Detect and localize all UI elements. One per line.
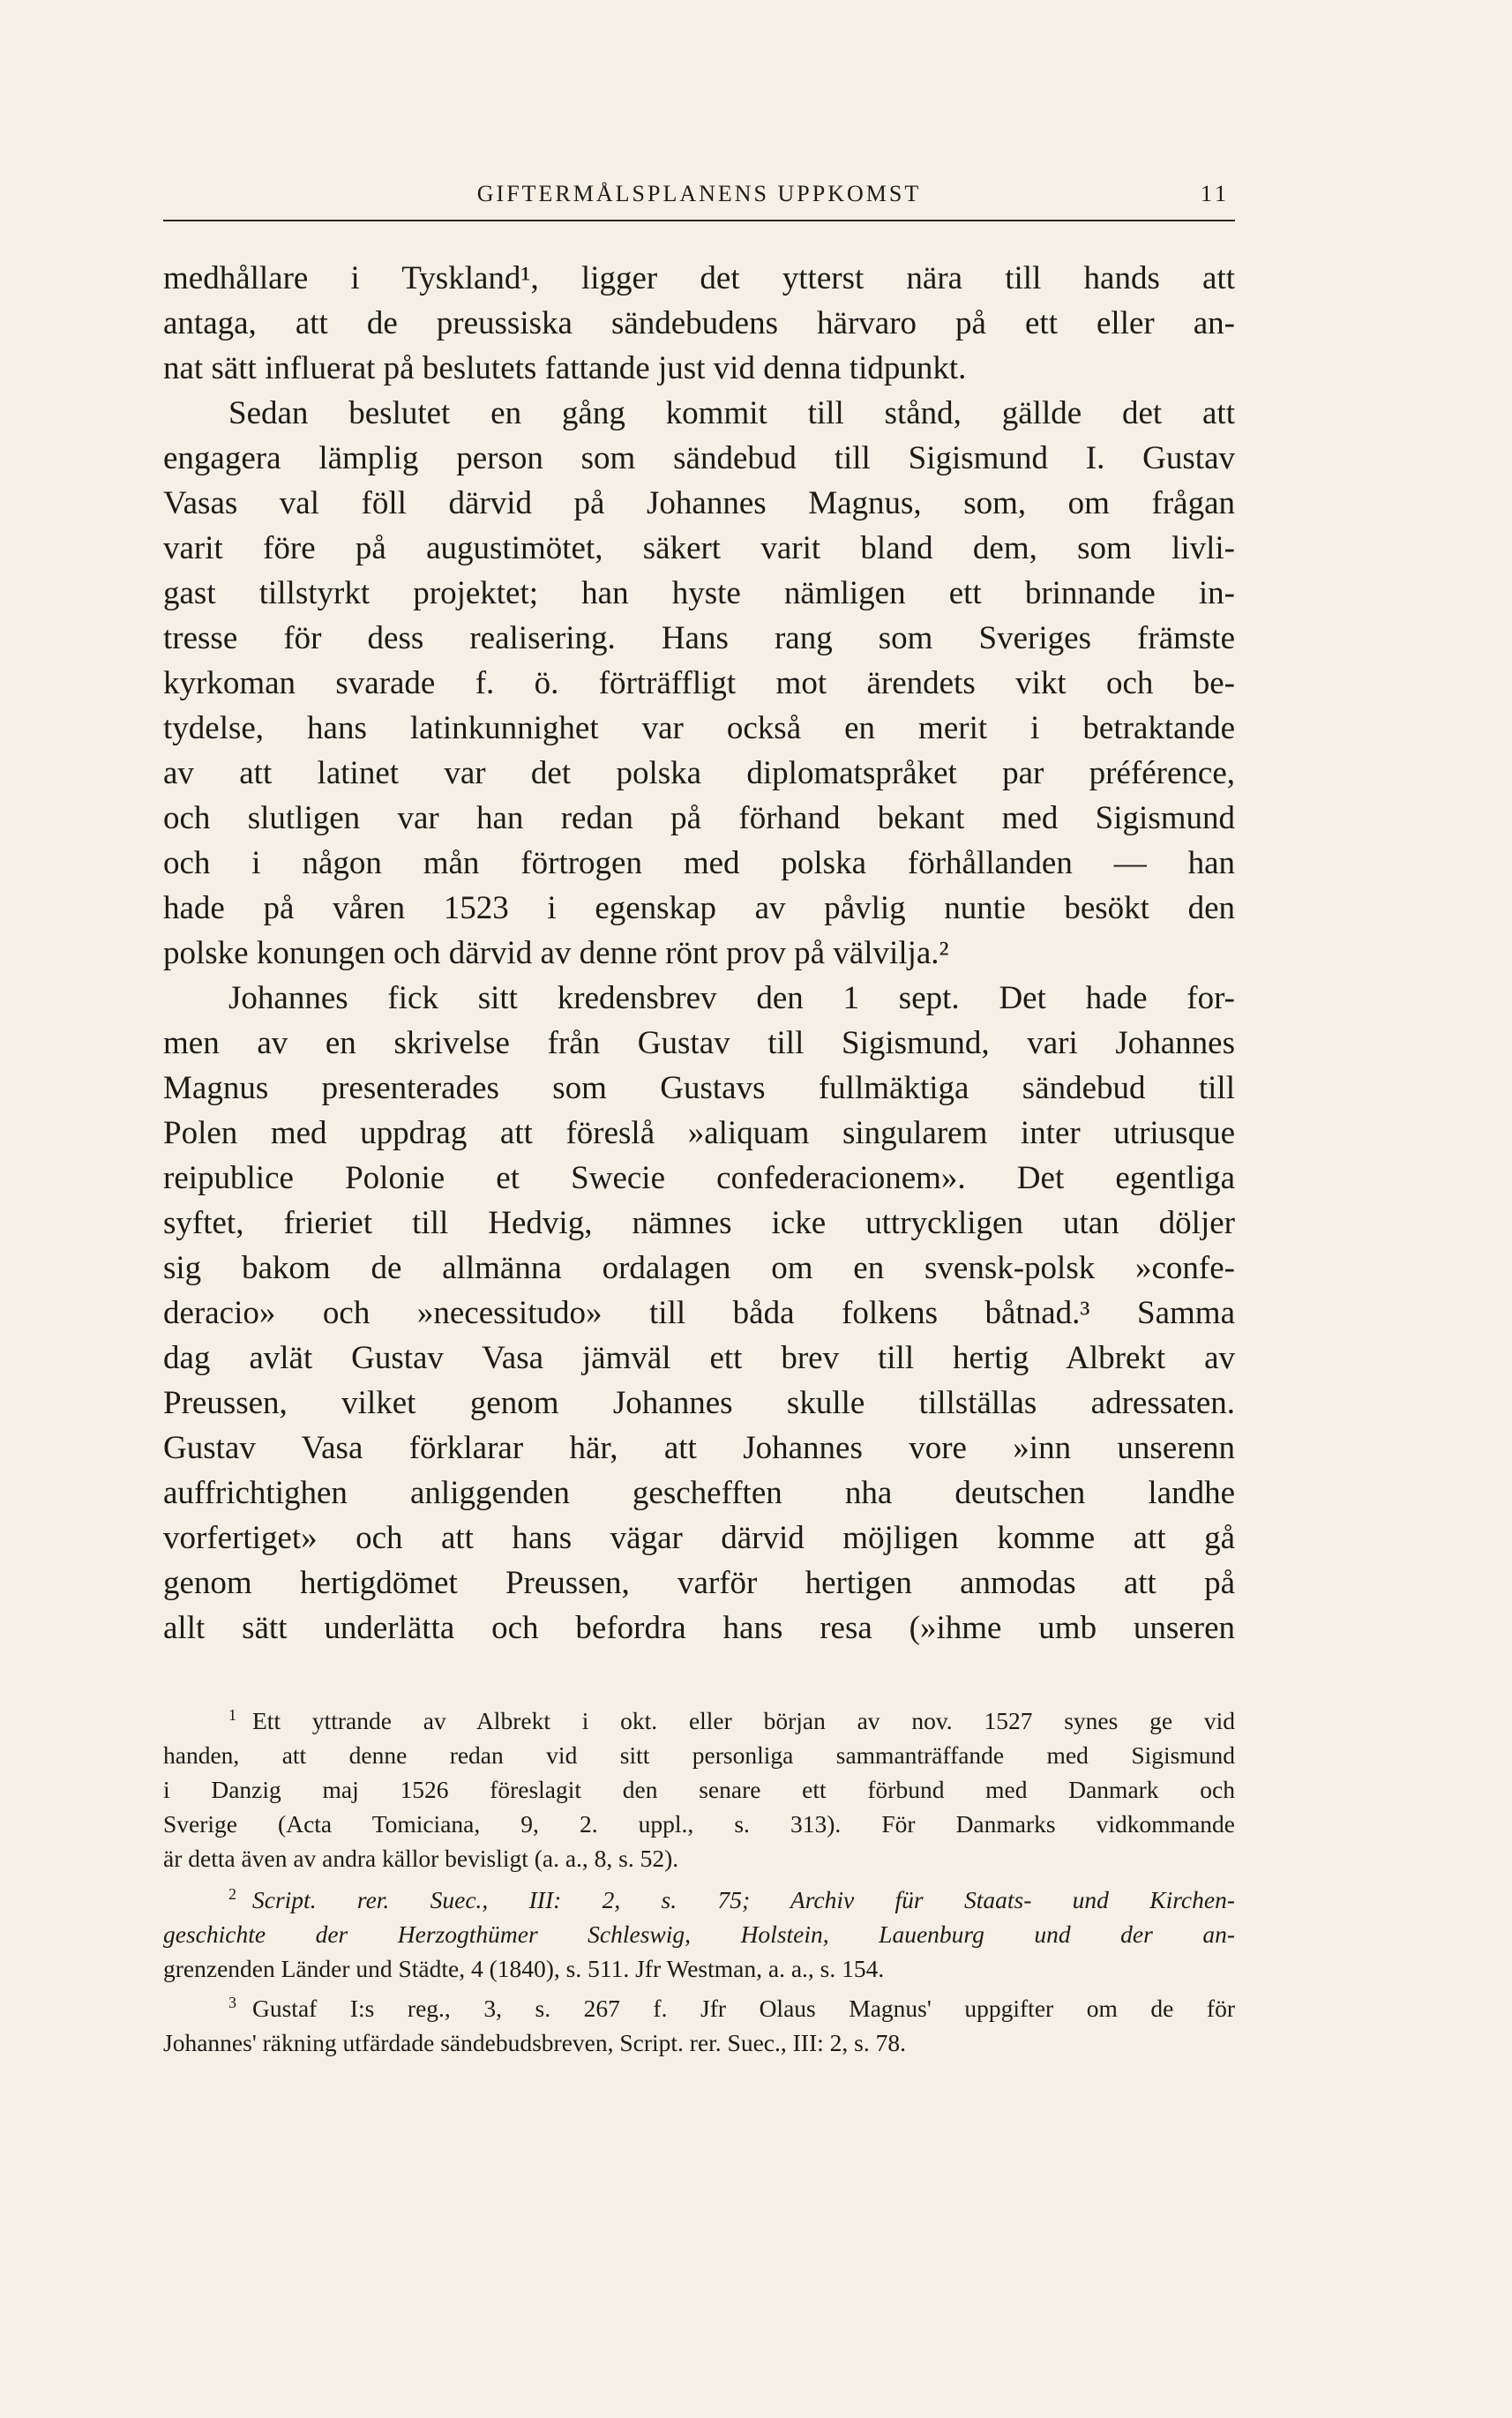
- text-line: Gustav Vasa förklarar här, att Johannes vore »inn unserenn: [163, 1430, 1235, 1466]
- footnote-number: 2: [228, 1885, 236, 1903]
- footnote-line: Johannes' räkning utfärdade sändebudsbreven, Script. rer. Suec., III: 2, s. 78.: [163, 2029, 906, 2056]
- text-line: nat sätt influerat på beslutets fattande just vid denna tidpunkt.: [163, 350, 967, 386]
- footnote-line: geschichte der Herzogthümer Schleswig, Holstein, Lauenburg und der an-: [163, 1920, 1235, 1948]
- text-line: dag avlät Gustav Vasa jämväl ett brev till hertig Albrekt av: [163, 1340, 1235, 1376]
- text-line: gast tillstyrkt projektet; han hyste nämligen ett brinnande in-: [163, 575, 1235, 611]
- text-line: Preussen, vilket genom Johannes skulle tillställas adressaten.: [163, 1385, 1235, 1421]
- text-line: och slutligen var han redan på förhand bekant med Sigismund: [163, 800, 1235, 836]
- footnote-number: 1: [228, 1706, 236, 1724]
- footnote-1: [163, 1698, 1235, 1875]
- footnote-line: är detta även av andra källor bevisligt (a. a., 8, s. 52).: [163, 1845, 679, 1872]
- text-line: genom hertigdömet Preussen, varför hertigen anmodas att på: [163, 1565, 1235, 1601]
- footnote-text: Ett yttrande av Albrekt i okt. eller början av nov. 1527 synes ge vid: [252, 1707, 1235, 1734]
- text-line: Vasas val föll därvid på Johannes Magnus, som, om frågan: [163, 485, 1235, 521]
- text-line: allt sätt underlätta och befordra hans resa (»ihme umb unseren: [163, 1610, 1235, 1646]
- text-line: Sedan beslutet en gång kommit till stånd, gällde det att: [228, 395, 1235, 431]
- text-line: auffrichtighen anliggenden geschefften nha deutschen landhe: [163, 1475, 1235, 1511]
- text-line: engagera lämplig person som sändebud till Sigismund I. Gustav: [163, 440, 1235, 476]
- text-line: antaga, att de preussiska sändebudens härvaro på ett eller an-: [163, 305, 1235, 341]
- text-line: varit före på augustimötet, säkert varit bland dem, som livli-: [163, 530, 1235, 566]
- text-line: av att latinet var det polska diplomatspråket par préférence,: [163, 755, 1235, 791]
- footnote-line: i Danzig maj 1526 föreslagit den senare ett förbund med Danmark och: [163, 1776, 1235, 1803]
- footnote-text: Gustaf I:s reg., 3, s. 267 f. Jfr Olaus Magnus' uppgifter om de för: [252, 1995, 1235, 2022]
- text-line: hade på våren 1523 i egenskap av påvlig nuntie besökt den: [163, 890, 1235, 926]
- footnotes: [163, 1698, 1235, 2060]
- text-line: men av en skrivelse från Gustav till Sigismund, vari Johannes: [163, 1025, 1235, 1061]
- page-number: 11: [1200, 181, 1230, 206]
- text-line: syftet, frieriet till Hedvig, nämnes icke uttryckligen utan döljer: [163, 1205, 1235, 1241]
- footnote-line: Sverige (Acta Tomiciana, 9, 2. uppl., s. 313). För Danmarks vidkommande: [163, 1810, 1235, 1838]
- text-line: Polen med uppdrag att föreslå »aliquam singularem inter utriusque: [163, 1115, 1235, 1151]
- footnote-line: handen, att denne redan vid sitt personliga sammanträffande med Sigismund: [163, 1741, 1235, 1769]
- text-line: reipublice Polonie et Swecie confederacionem». Det egentliga: [163, 1160, 1235, 1196]
- text-line: vorfertiget» och att hans vägar därvid möjligen komme att gå: [163, 1520, 1235, 1556]
- text-line: medhållare i Tyskland¹, ligger det ytterst nära till hands att: [163, 260, 1235, 296]
- footnote-line: [163, 1698, 1235, 1738]
- footnote-text: Script. rer. Suec., III: 2, s. 75; Archiv für Staats- und Kirchen-: [252, 1886, 1235, 1913]
- text-line: Magnus presenterades som Gustavs fullmäktiga sändebud till: [163, 1070, 1235, 1106]
- text-line: Johannes fick sitt kredensbrev den 1 sept. Det hade for-: [228, 980, 1235, 1016]
- main-text: [163, 256, 1235, 1651]
- footnote-number: 3: [228, 1994, 236, 2011]
- text-line: tresse för dess realisering. Hans rang som Sveriges främste: [163, 620, 1235, 656]
- text-line: tydelse, hans latinkunnighet var också en merit i betraktande: [163, 710, 1235, 746]
- paragraph-1: [163, 256, 1235, 391]
- text-line: sig bakom de allmänna ordalagen om en svensk-polsk »confe-: [163, 1250, 1235, 1286]
- running-header: [163, 181, 1235, 221]
- running-title: GIFTERMÅLSPLANENS UPPKOMST: [476, 181, 922, 206]
- paragraph-3: [163, 976, 1235, 1651]
- text-line: deracio» och »necessitudo» till båda folkens båtnad.³ Samma: [163, 1295, 1235, 1331]
- text-line: och i någon mån förtrogen med polska förhållanden — han: [163, 845, 1235, 881]
- footnote-line: [163, 1877, 1235, 1917]
- footnote-2: [163, 1877, 1235, 1986]
- text-line: polske konungen och därvid av denne rönt prov på välvilja.²: [163, 935, 949, 971]
- footnote-line: [163, 1986, 1235, 2025]
- paragraph-2: [163, 391, 1235, 976]
- text-line: kyrkoman svarade f. ö. förträffligt mot ärendets vikt och be-: [163, 665, 1235, 701]
- footnote-3: [163, 1986, 1235, 2060]
- footnote-line: grenzenden Länder und Städte, 4 (1840), s. 511. Jfr Westman, a. a., s. 154.: [163, 1955, 885, 1982]
